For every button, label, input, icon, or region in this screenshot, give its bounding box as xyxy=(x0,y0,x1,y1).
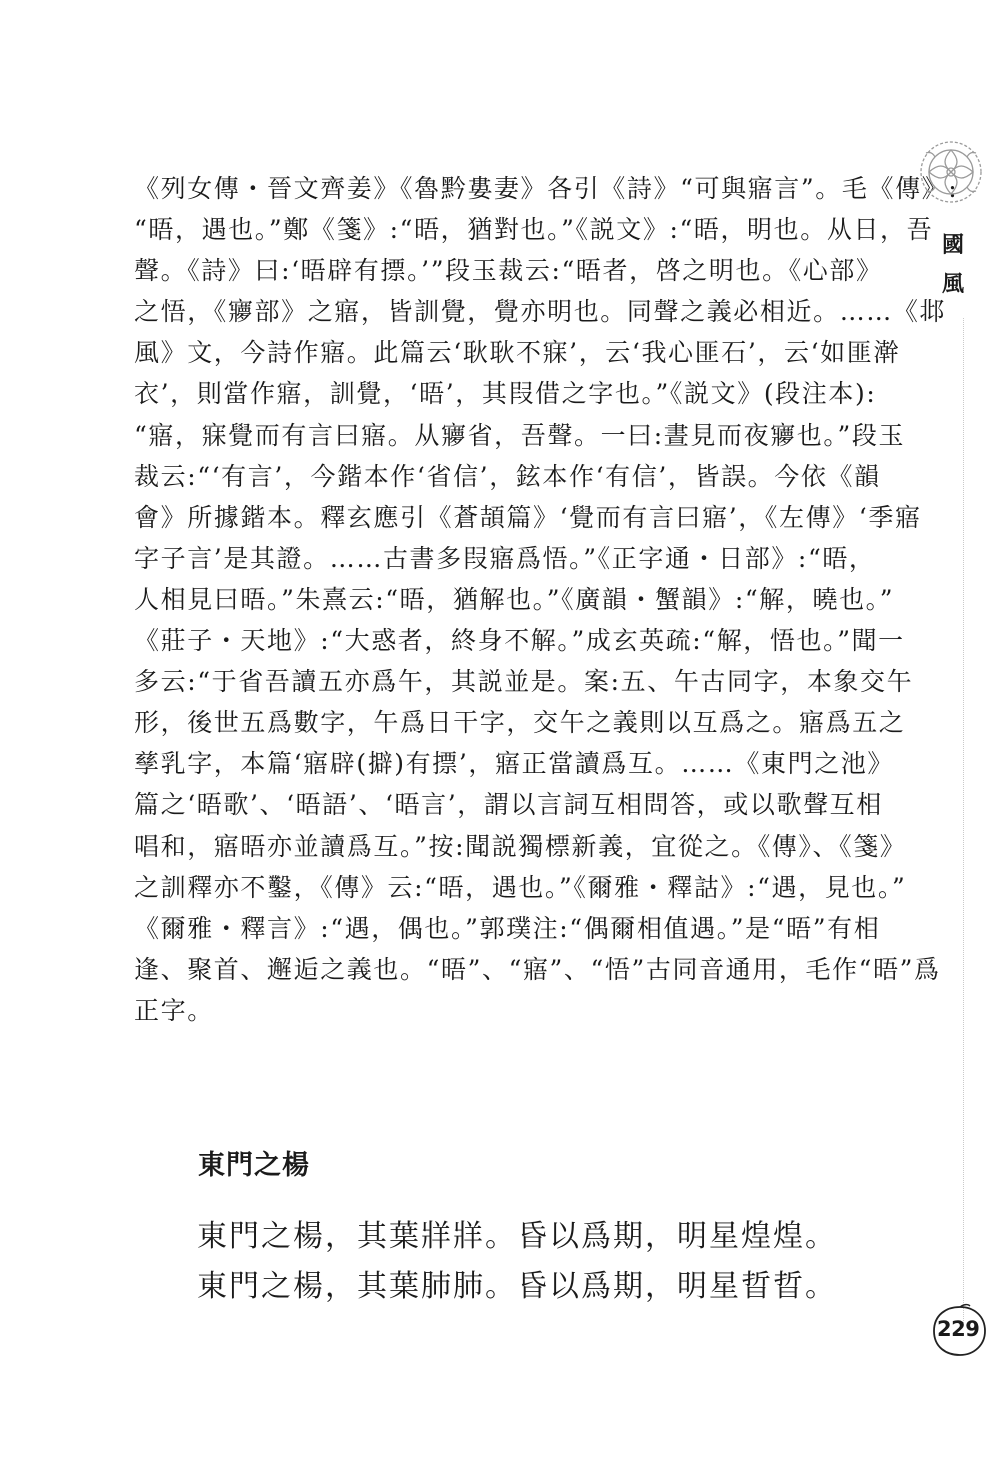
commentary-line: 風》文，今詩作寤。此篇云‘耿耿不寐’，云‘我心匪石’，云‘如匪澣 xyxy=(134,338,900,368)
commentary-line: 裁云:“‘有言’，今鍇本作‘省信’，鉉本作‘有信’，皆誤。今依《韻 xyxy=(134,461,881,491)
commentary-line: 人相見曰晤。”朱熹云:“晤，猶解也。”《廣韻・蟹韻》:“解，曉也。” xyxy=(134,584,895,614)
poem-text xyxy=(197,1212,837,1312)
commentary-line: 形，後世五爲數字，午爲日干字，交午之義則以互爲之。寤爲五之 xyxy=(134,708,906,738)
commentary-line: 正字。 xyxy=(134,995,214,1025)
section-char: 風 xyxy=(941,272,964,297)
commentary-line: 字子言’是其證。……古書多叚寤爲悟。”《正字通・日部》:“晤， xyxy=(134,543,876,573)
commentary-line: 聲。《詩》曰:‘晤辟有摽。’”段玉裁云:“晤者，啓之明也。《心部》 xyxy=(134,256,883,286)
commentary-line: 《列女傳・晉文齊姜》《魯黔婁妻》各引《詩》“可與寤言”。毛《傳》: xyxy=(134,174,959,203)
commentary-line: 之訓釋亦不鑿，《傳》云:“晤，遇也。”《爾雅・釋詁》:“遇，見也。” xyxy=(134,872,907,902)
floral-ornament-icon xyxy=(912,133,990,211)
commentary-line: 《爾雅・釋言》:“遇，偶也。”郭璞注:“偶爾相值遇。”是“晤”有相 xyxy=(134,913,881,943)
commentary-line: 多云:“于省吾讀五亦爲午，其説並是。案:五、午古同字，本象交午 xyxy=(134,667,914,697)
commentary-line: 逢、聚首、邂逅之義也。“晤”、“寤”、“悟”古同音通用，毛作“晤”爲 xyxy=(134,954,941,984)
commentary-text xyxy=(134,168,959,1031)
page-number: 229 xyxy=(937,1317,980,1341)
commentary-line: 篇之‘晤歌’、‘晤語’、‘晤言’，謂以言詞互相問答，或以歌聲互相 xyxy=(134,790,883,820)
commentary-line: “寤，寐覺而有言曰寤。从㝱省，吾聲。一曰:晝見而夜㝱也。”段玉 xyxy=(134,420,906,450)
commentary-line: 衣’，則當作寤，訓覺，‘晤’，其叚借之字也。”《説文》(段注本): xyxy=(134,379,877,409)
section-title xyxy=(938,226,968,304)
commentary-line: “晤，遇也。”鄭《箋》:“晤，猶對也。”《説文》:“晤，明也。从日，吾 xyxy=(134,215,934,245)
side-divider xyxy=(963,318,964,1323)
commentary-line: 會》所據鍇本。釋玄應引《蒼頡篇》‘覺而有言曰寤’，《左傳》‘季寤 xyxy=(134,502,922,532)
poem-line: 東門之楊，其葉肺肺。昏以爲期，明星晢晢。 xyxy=(197,1269,837,1304)
section-char: 國 xyxy=(941,233,964,258)
commentary-line: 唱和，寤晤亦並讀爲互。”按:聞説獨標新義，宜從之。《傳》、《箋》 xyxy=(134,831,907,861)
poem-line: 東門之楊，其葉牂牂。昏以爲期，明星煌煌。 xyxy=(197,1219,837,1254)
commentary-line: 之悟，《㝱部》之寤，皆訓覺，覺亦明也。同聲之義必相近。……《邶 xyxy=(134,297,947,327)
commentary-line: 孳乳字，本篇‘寤辟(擗)有摽’，寤正當讀爲互。……《東門之池》 xyxy=(134,749,895,779)
commentary-line: 《莊子・天地》:“大惑者，終身不解。”成玄英疏:“解，悟也。”聞一 xyxy=(134,626,905,656)
page-number-badge xyxy=(928,1302,990,1360)
poem-title: 東門之楊 xyxy=(198,1150,310,1181)
